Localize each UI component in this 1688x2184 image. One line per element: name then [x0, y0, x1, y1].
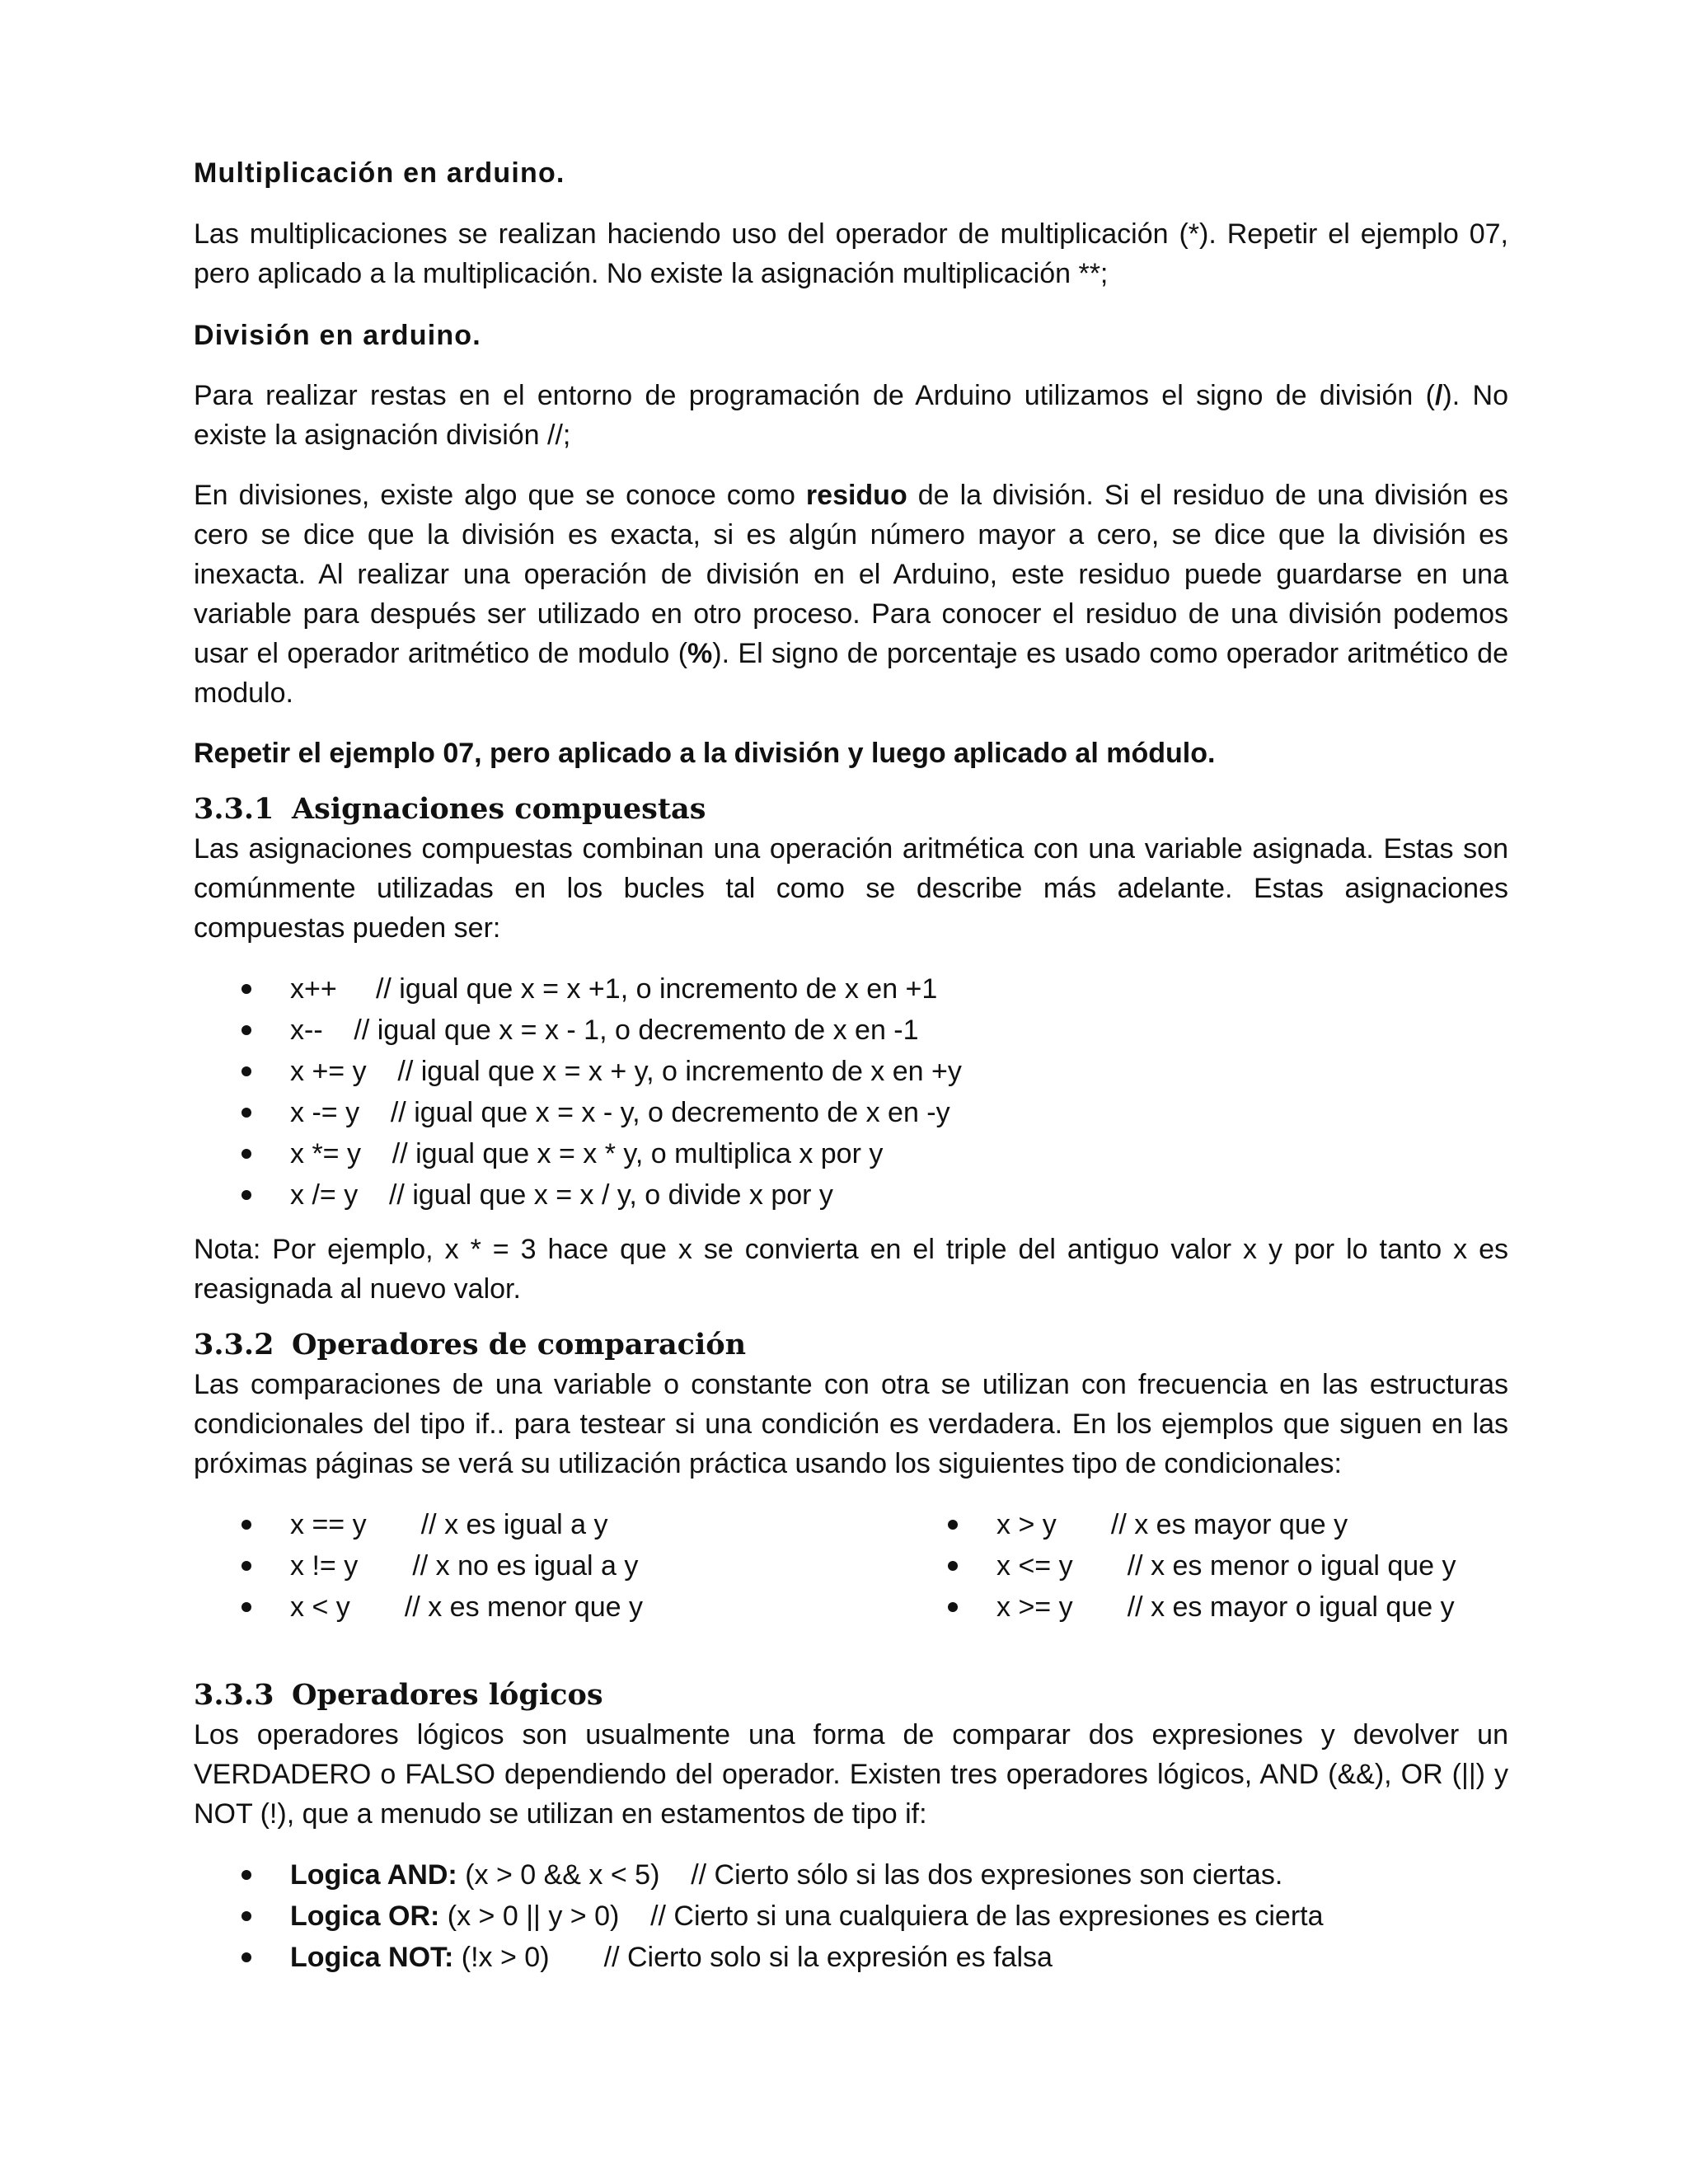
- comparison-list-right: [900, 1504, 1508, 1628]
- bullet-icon: [241, 1561, 251, 1571]
- bullet-icon: [241, 1870, 251, 1880]
- div-exercise: Repetir el ejemplo 07, pero aplicado a la división y luego aplicado al módulo.: [194, 738, 1216, 769]
- div-operator: /: [1434, 380, 1443, 411]
- modulo-operator: %: [687, 638, 713, 669]
- bullet-icon: [241, 1066, 251, 1076]
- div-title: División en arduino.: [194, 320, 481, 351]
- div-paragraph-2: En divisiones, existe algo que se conoce como residuo de la división. Si el residuo de una división es cero se dice que la división es exacta, si es algún número mayor a cero, se dice que la división es inexacta. Al realizar una operación de división en el Arduino, este residuo puede guardarse en una variable para después ser utilizado en otro proceso. Para conocer el residuo de una división podemos usar el operador aritmético de modulo (%). El signo de porcentaje es usado como operador aritmético de modulo.: [194, 480, 1508, 709]
- list-item: x == y // x es igual a y: [194, 1504, 900, 1545]
- s332-intro: Las comparaciones de una variable o constante con otra se utilizan con frecuencia en las estructuras condicionales del tipo if.. para testear si una condición es verdadera. En los ejemplos que siguen en las próximas páginas se verá su utilización práctica usando los siguientes tipo de condicionales:: [194, 1369, 1508, 1479]
- list-item: Logica OR: (x > 0 || y > 0) // Cierto si una cualquiera de las expresiones es cierta: [194, 1896, 1508, 1937]
- list-item: x != y // x no es igual a y: [194, 1545, 900, 1586]
- s331-intro: Las asignaciones compuestas combinan una operación aritmética con una variable asignada. Estas son comúnmente utilizadas en los bucles tal como se describe más adelante. Estas asignaciones compuestas pueden ser:: [194, 833, 1508, 944]
- document-page: [194, 147, 1508, 1978]
- list-item: x++ // igual que x = x +1, o incremento de x en +1: [194, 968, 1508, 1010]
- section-number: 3.3.2: [194, 1328, 274, 1361]
- list-item: x-- // igual que x = x - 1, o decremento de x en -1: [194, 1010, 1508, 1051]
- logical-operator-list: [194, 1854, 1508, 1978]
- bullet-icon: [241, 1190, 251, 1200]
- section-title: Asignaciones compuestas: [292, 792, 706, 826]
- list-item: x -= y // igual que x = x - y, o decremento de x en -y: [194, 1092, 1508, 1133]
- section-number: 3.3.3: [194, 1678, 274, 1712]
- bullet-icon: [948, 1561, 958, 1571]
- s333-intro: Los operadores lógicos son usualmente una forma de comparar dos expresiones y devolver un VERDADERO o FALSO dependiendo del operador. Existen tres operadores lógicos, AND (&&), OR (||) y NOT (!), que a menudo se utilizan en estamentos de tipo if:: [194, 1719, 1508, 1830]
- s331-note: Nota: Por ejemplo, x * = 3 hace que x se convierta en el triple del antiguo valor x y por lo tanto x es reasignada al nuevo valor.: [194, 1234, 1508, 1305]
- comparison-lists: [194, 1504, 1508, 1628]
- bullet-icon: [948, 1602, 958, 1612]
- list-item: x *= y // igual que x = x * y, o multiplica x por y: [194, 1133, 1508, 1174]
- bullet-icon: [241, 1952, 251, 1962]
- bullet-icon: [241, 1602, 251, 1612]
- bullet-icon: [241, 1149, 251, 1159]
- list-item: Logica NOT: (!x > 0) // Cierto solo si la expresión es falsa: [194, 1937, 1508, 1978]
- mult-title: Multiplicación en arduino.: [194, 157, 565, 189]
- logic-label: Logica NOT:: [290, 1942, 454, 1973]
- section-number: 3.3.1: [194, 792, 274, 826]
- logic-label: Logica AND:: [290, 1859, 457, 1891]
- bullet-icon: [241, 984, 251, 994]
- section-title: Operadores lógicos: [292, 1678, 603, 1712]
- div-paragraph-1: Para realizar restas en el entorno de programación de Arduino utilizamos el signo de división (/). No existe la asignación división //;: [194, 380, 1508, 451]
- list-item: x > y // x es mayor que y: [900, 1504, 1508, 1545]
- list-item: x += y // igual que x = x + y, o incremento de x en +y: [194, 1051, 1508, 1092]
- mult-paragraph: Las multiplicaciones se realizan haciendo uso del operador de multiplicación (*). Repetir el ejemplo 07, pero aplicado a la multiplicación. No existe la asignación multiplicación **;: [194, 218, 1508, 289]
- compound-assignment-list: [194, 968, 1508, 1216]
- bullet-icon: [241, 1520, 251, 1530]
- section-3-3-1-heading: [194, 790, 1508, 829]
- list-item: Logica AND: (x > 0 && x < 5) // Cierto sólo si las dos expresiones son ciertas.: [194, 1854, 1508, 1896]
- section-3-3-3-heading: [194, 1675, 1508, 1715]
- list-item: x >= y // x es mayor o igual que y: [900, 1586, 1508, 1628]
- section-3-3-2-heading: [194, 1325, 1508, 1365]
- bullet-icon: [241, 1108, 251, 1118]
- list-item: x <= y // x es menor o igual que y: [900, 1545, 1508, 1586]
- section-title: Operadores de comparación: [292, 1328, 747, 1361]
- comparison-list-left: [194, 1504, 900, 1628]
- bullet-icon: [241, 1911, 251, 1921]
- residuo-term: residuo: [805, 480, 907, 511]
- list-item: x < y // x es menor que y: [194, 1586, 900, 1628]
- list-item: x /= y // igual que x = x / y, o divide x por y: [194, 1174, 1508, 1216]
- logic-label: Logica OR:: [290, 1900, 440, 1932]
- bullet-icon: [241, 1025, 251, 1035]
- bullet-icon: [948, 1520, 958, 1530]
